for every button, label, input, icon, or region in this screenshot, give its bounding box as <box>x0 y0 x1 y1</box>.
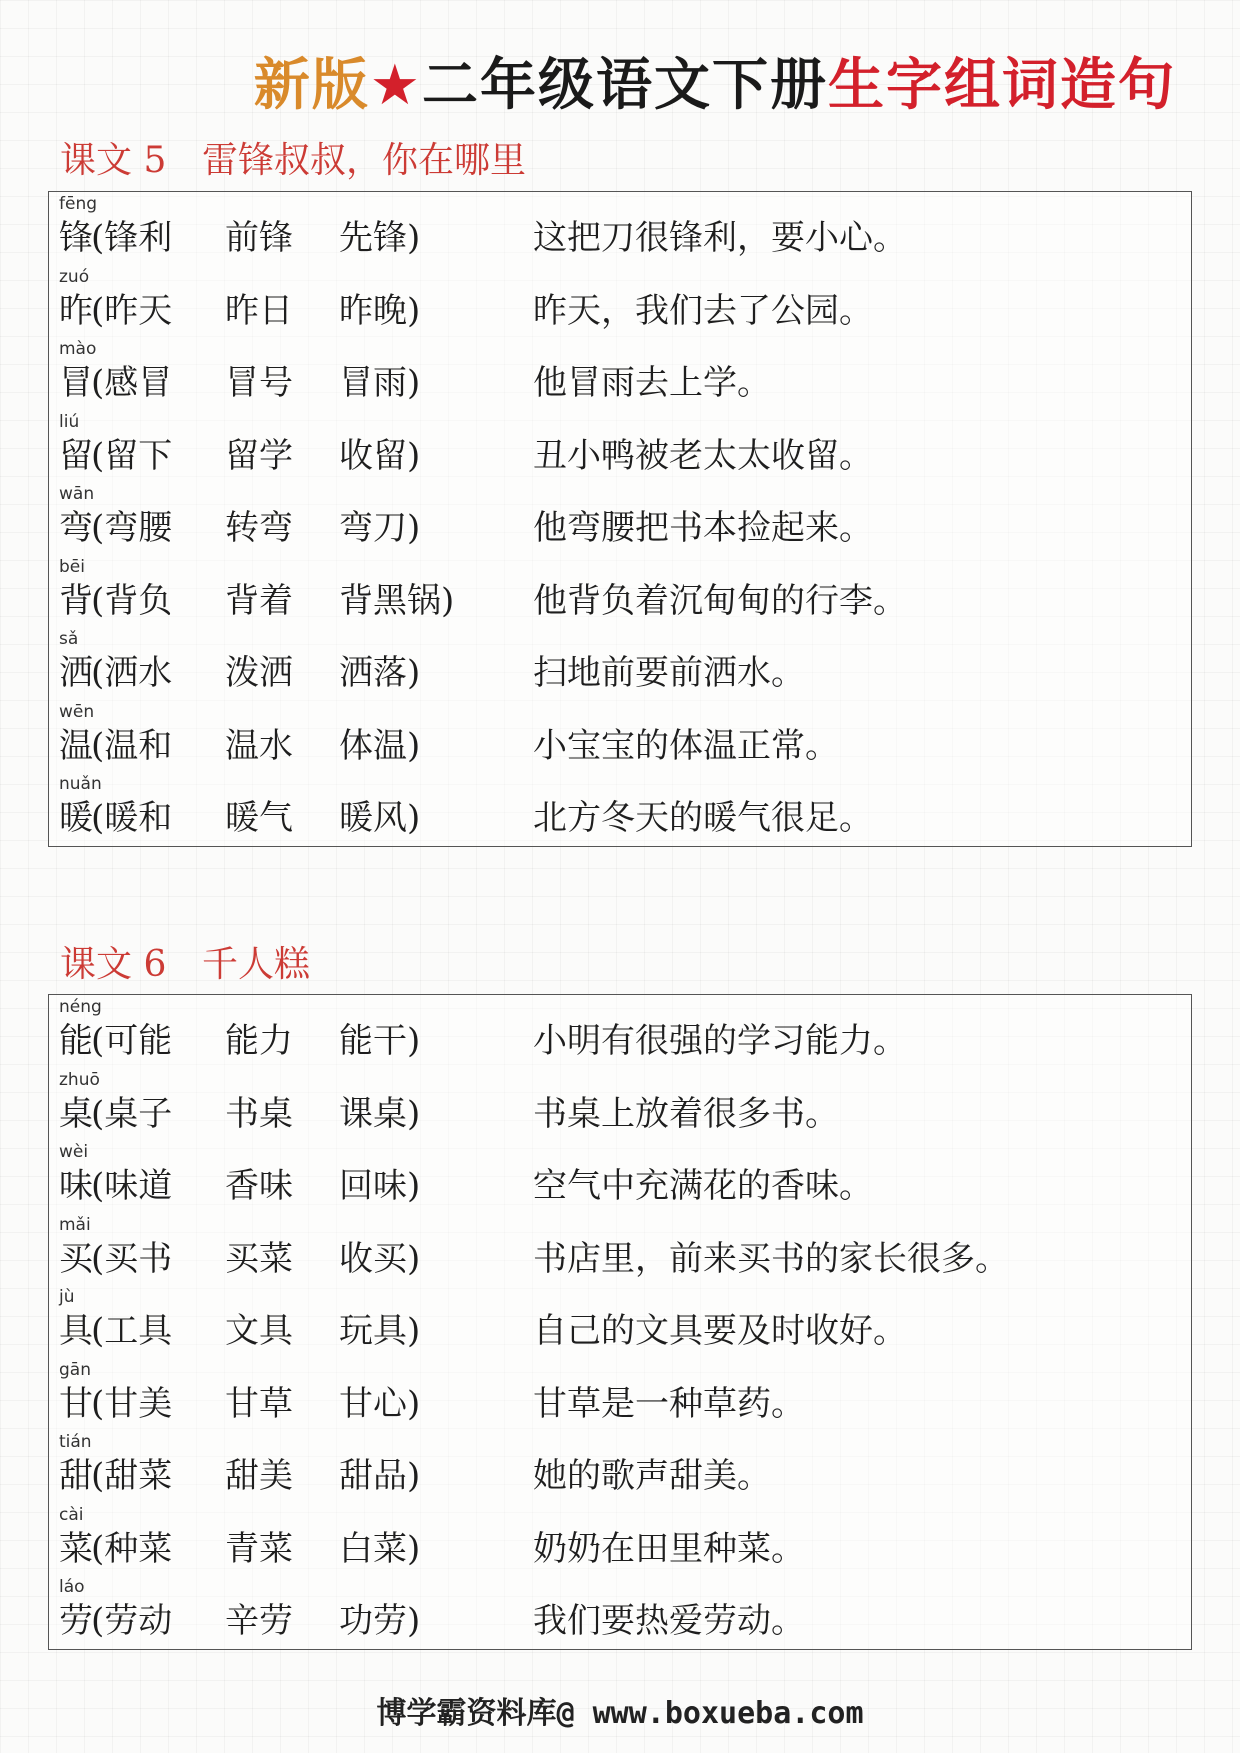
word-1: (昨天 <box>91 290 173 331</box>
example-sentence: 他冒雨去上学。 <box>533 363 771 403</box>
example-sentence: 他弯腰把书本捡起来。 <box>533 508 873 548</box>
word-1: (甘美 <box>91 1383 173 1424</box>
word-1: (桌子 <box>91 1093 173 1134</box>
new-character: 弯 <box>59 508 93 548</box>
table-row <box>49 1213 1191 1286</box>
word-2: 辛劳 <box>225 1601 293 1641</box>
word-2: 文具 <box>225 1311 293 1351</box>
word-3: 体温) <box>339 725 421 766</box>
title-topic: 生字组词造句 <box>828 53 1176 118</box>
table-row <box>49 1575 1191 1648</box>
new-character: 温 <box>59 725 93 766</box>
new-character: 劳 <box>59 1601 93 1641</box>
word-2: 青菜 <box>225 1528 293 1569</box>
pinyin-label: láo <box>59 1577 85 1597</box>
pinyin-label: wān <box>59 484 95 504</box>
table-row <box>49 482 1191 555</box>
word-1: (工具 <box>91 1311 173 1351</box>
new-character: 甜 <box>59 1456 93 1496</box>
word-2: 泼洒 <box>225 653 293 693</box>
star-icon: ★ <box>369 53 422 118</box>
page-title <box>254 48 1176 124</box>
title-new-edition: 新版 <box>253 53 370 118</box>
word-3: 暖风) <box>339 798 421 838</box>
vocab-table <box>48 191 1192 847</box>
table-row <box>49 1358 1191 1431</box>
word-2: 昨日 <box>225 290 293 331</box>
footer-watermark: 博学霸资料库@ www.boxueba.com <box>376 1696 864 1731</box>
lesson-name: 千人糕 <box>202 944 311 985</box>
word-1: (可能 <box>91 1021 173 1061</box>
word-2: 背着 <box>225 580 293 621</box>
table-row <box>49 1068 1191 1141</box>
example-sentence: 她的歌声甜美。 <box>533 1456 771 1496</box>
word-2: 能力 <box>225 1021 293 1061</box>
pinyin-label: liú <box>59 411 80 432</box>
pinyin-label: mǎi <box>59 1214 91 1235</box>
table-row <box>49 1285 1191 1358</box>
lesson-number: 课文 5 <box>60 140 167 181</box>
example-sentence: 丑小鸭被老太太收留。 <box>533 435 873 476</box>
pinyin-label: fēng <box>59 194 98 214</box>
word-2: 温水 <box>225 725 293 766</box>
table-row <box>49 410 1191 483</box>
example-sentence: 扫地前要前洒水。 <box>533 653 805 693</box>
word-3: 先锋) <box>339 218 421 258</box>
word-1: (甜菜 <box>91 1456 173 1496</box>
pinyin-label: sǎ <box>59 629 79 649</box>
word-1: (洒水 <box>91 653 173 693</box>
new-character: 锋 <box>59 218 93 258</box>
word-1: (暖和 <box>91 798 173 838</box>
word-3: 收留) <box>339 435 421 476</box>
word-2: 买菜 <box>225 1238 293 1279</box>
lesson-number: 课文 6 <box>60 944 167 985</box>
word-3: 背黑锅) <box>339 580 455 621</box>
table-row <box>49 265 1191 338</box>
word-1: (弯腰 <box>91 508 173 548</box>
new-character: 买 <box>59 1238 93 1279</box>
example-sentence: 自己的文具要及时收好。 <box>533 1311 907 1351</box>
word-1: (温和 <box>91 725 173 766</box>
word-3: 能干) <box>339 1021 421 1061</box>
example-sentence: 昨天，我们去了公园。 <box>533 290 873 331</box>
word-2: 转弯 <box>225 508 293 548</box>
new-character: 味 <box>59 1166 93 1206</box>
word-3: 冒雨) <box>339 363 421 403</box>
pinyin-label: zuó <box>59 266 90 287</box>
table-row <box>49 627 1191 700</box>
example-sentence: 他背负着沉甸甸的行李。 <box>533 580 907 621</box>
pinyin-label: wēn <box>59 701 95 722</box>
new-character: 菜 <box>59 1528 93 1569</box>
table-row <box>49 995 1191 1068</box>
word-3: 玩具) <box>339 1311 421 1351</box>
lesson-name: 雷锋叔叔，你在哪里 <box>202 140 527 181</box>
pinyin-label: cài <box>59 1504 84 1525</box>
example-sentence: 小明有很强的学习能力。 <box>533 1021 907 1061</box>
table-row <box>49 1503 1191 1576</box>
title-grade-book: 二年级语文下册 <box>422 53 828 118</box>
word-3: 洒落) <box>339 653 421 693</box>
new-character: 昨 <box>59 290 93 331</box>
word-3: 收买) <box>339 1238 421 1279</box>
pinyin-label: wèi <box>59 1142 89 1162</box>
example-sentence: 空气中充满花的香味。 <box>533 1166 873 1206</box>
word-1: (背负 <box>91 580 173 621</box>
table-row <box>49 1430 1191 1503</box>
new-character: 洒 <box>59 653 93 693</box>
word-2: 香味 <box>225 1166 293 1206</box>
word-2: 暖气 <box>225 798 293 838</box>
word-1: (留下 <box>91 435 173 476</box>
word-3: 昨晚) <box>339 290 421 331</box>
word-3: 甜品) <box>339 1456 421 1496</box>
word-2: 甘草 <box>225 1383 293 1424</box>
example-sentence: 北方冬天的暖气很足。 <box>533 798 873 838</box>
pinyin-label: jù <box>59 1287 75 1307</box>
pinyin-label: gān <box>59 1359 91 1380</box>
word-3: 甘心) <box>339 1383 421 1424</box>
word-1: (种菜 <box>91 1528 173 1569</box>
pinyin-label: bēi <box>59 556 85 577</box>
word-1: (味道 <box>91 1166 173 1206</box>
pinyin-label: zhuō <box>59 1069 100 1090</box>
pinyin-label: tián <box>59 1432 92 1452</box>
new-character: 暖 <box>59 798 93 838</box>
example-sentence: 书桌上放着很多书。 <box>533 1093 839 1134</box>
new-character: 甘 <box>59 1383 93 1424</box>
lesson-heading <box>60 138 526 184</box>
new-character: 留 <box>59 435 93 476</box>
example-sentence: 小宝宝的体温正常。 <box>533 725 839 766</box>
vocab-table <box>48 994 1192 1650</box>
example-sentence: 我们要热爱劳动。 <box>533 1601 805 1641</box>
word-1: (买书 <box>91 1238 173 1279</box>
example-sentence: 奶奶在田里种菜。 <box>533 1528 805 1569</box>
word-3: 课桌) <box>339 1093 421 1134</box>
pinyin-label: nuǎn <box>59 774 102 794</box>
table-row <box>49 555 1191 628</box>
word-2: 甜美 <box>225 1456 293 1496</box>
word-2: 留学 <box>225 435 293 476</box>
new-character: 冒 <box>59 363 93 403</box>
example-sentence: 这把刀很锋利，要小心。 <box>533 218 907 258</box>
table-row <box>49 1140 1191 1213</box>
pinyin-label: néng <box>59 997 102 1017</box>
table-row <box>49 772 1191 845</box>
word-1: (感冒 <box>91 363 173 403</box>
word-1: (锋利 <box>91 218 173 258</box>
word-2: 前锋 <box>225 218 293 258</box>
word-3: 功劳) <box>339 1601 421 1641</box>
new-character: 桌 <box>59 1093 93 1134</box>
example-sentence: 甘草是一种草药。 <box>533 1383 805 1424</box>
new-character: 能 <box>59 1021 93 1061</box>
new-character: 具 <box>59 1311 93 1351</box>
word-2: 冒号 <box>225 363 293 403</box>
table-row <box>49 700 1191 773</box>
pinyin-label: mào <box>59 339 97 359</box>
example-sentence: 书店里，前来买书的家长很多。 <box>533 1238 1009 1279</box>
word-1: (劳动 <box>91 1601 173 1641</box>
lesson-heading <box>60 942 310 988</box>
table-row <box>49 192 1191 265</box>
word-3: 弯刀) <box>339 508 421 548</box>
new-character: 背 <box>59 580 93 621</box>
word-2: 书桌 <box>225 1093 293 1134</box>
word-3: 白菜) <box>339 1528 421 1569</box>
word-3: 回味) <box>339 1166 421 1206</box>
table-row <box>49 337 1191 410</box>
